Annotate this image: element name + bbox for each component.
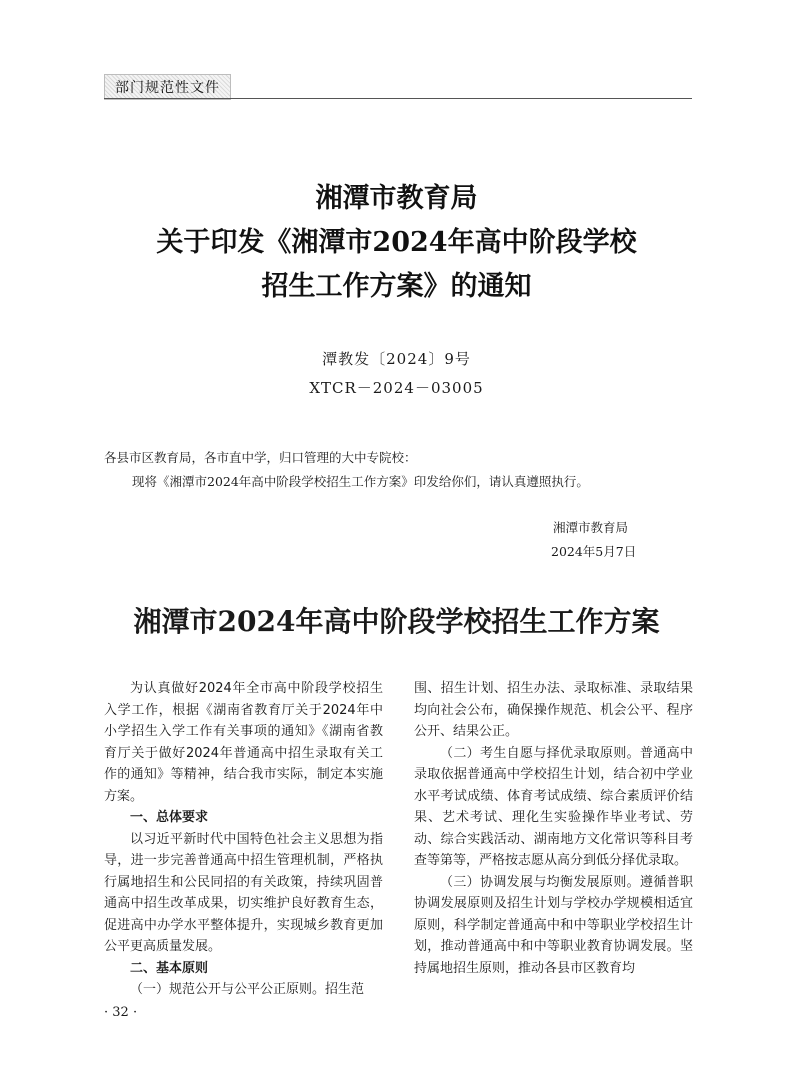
notice-body: 现将《湘潭市2024年高中阶段学校招生工作方案》印发给你们，请认真遵照执行。 — [132, 474, 589, 489]
principle-2-paragraph: （二）考生自愿与择优录取原则。普通高中录取依据普通高中学校招生计划，结合初中学业水平考试成绩、体育考试成绩、综合素质评价结果、艺术考试、理化生实验操作毕业考试、劳动、综合实践活动、湖南地方文化常识等科目考查等第等，严格按志愿从高分到低分择优录取。 — [414, 745, 693, 868]
signature-date: 2024年5月7日 — [551, 544, 637, 559]
section-label: 部门规范性文件 — [104, 74, 231, 100]
left-column — [104, 678, 383, 1001]
addressee: 各县市区教育局，各市直中学，归口管理的大中专院校： — [104, 450, 417, 465]
section-heading-principles: 二、基本原则 — [130, 960, 209, 976]
header-divider — [104, 98, 692, 99]
right-column — [414, 678, 693, 979]
principle-1-paragraph: （一）规范公开与公平公正原则。招生范 — [130, 982, 365, 997]
section-heading-general: 一、总体要求 — [130, 810, 209, 825]
principle-3-paragraph: （三）协调发展与均衡发展原则。遵循普职协调发展原则及招生计划与学校办学规模相适宜原则，科学制定普通高中和中等职业学校招生计划，推动普通高中和中等职业教育协调发展。坚持属地招生原则，推动各县市区教育均 — [414, 874, 693, 976]
plan-title: 湘潭市2024年高中阶段学校招生工作方案 — [133, 605, 660, 638]
intro-paragraph: 为认真做好2024年全市高中阶段学校招生入学工作，根据《湖南省教育厅关于2024年中小学招生入学工作有关事项的通知》《湖南省教育厅关于做好2024年普通高中招生录取有关工作的通知》等精神，结合我市实际，制定本实施方案。 — [104, 681, 383, 804]
registration-number: XTCR－2024－03005 — [309, 379, 484, 397]
general-requirements-paragraph: 以习近平新时代中国特色社会主义思想为指导，进一步完善普通高中招生管理机制，严格执行属地招生和公民同招的有关政策，持续巩固普通高中招生改革成果，切实维护良好教育生态，促进高中办学水平整体提升，实现城乡教育更加公平更高质量发展。 — [104, 831, 383, 954]
notice-title-line3: 招生工作方案》的通知 — [261, 271, 532, 302]
page-number: · 32 · — [104, 1005, 138, 1020]
notice-title-line2: 关于印发《湘潭市2024年高中阶段学校 — [156, 227, 637, 258]
signature-org: 湘潭市教育局 — [553, 520, 629, 535]
document-number: 潭教发〔2024〕9号 — [322, 350, 471, 368]
notice-title-line1: 湘潭市教育局 — [315, 183, 478, 214]
principle-1-continued: 围、招生计划、招生办法、录取标准、录取结果均向社会公布，确保操作规范、机会公平、程序公开、结果公正。 — [414, 681, 693, 739]
